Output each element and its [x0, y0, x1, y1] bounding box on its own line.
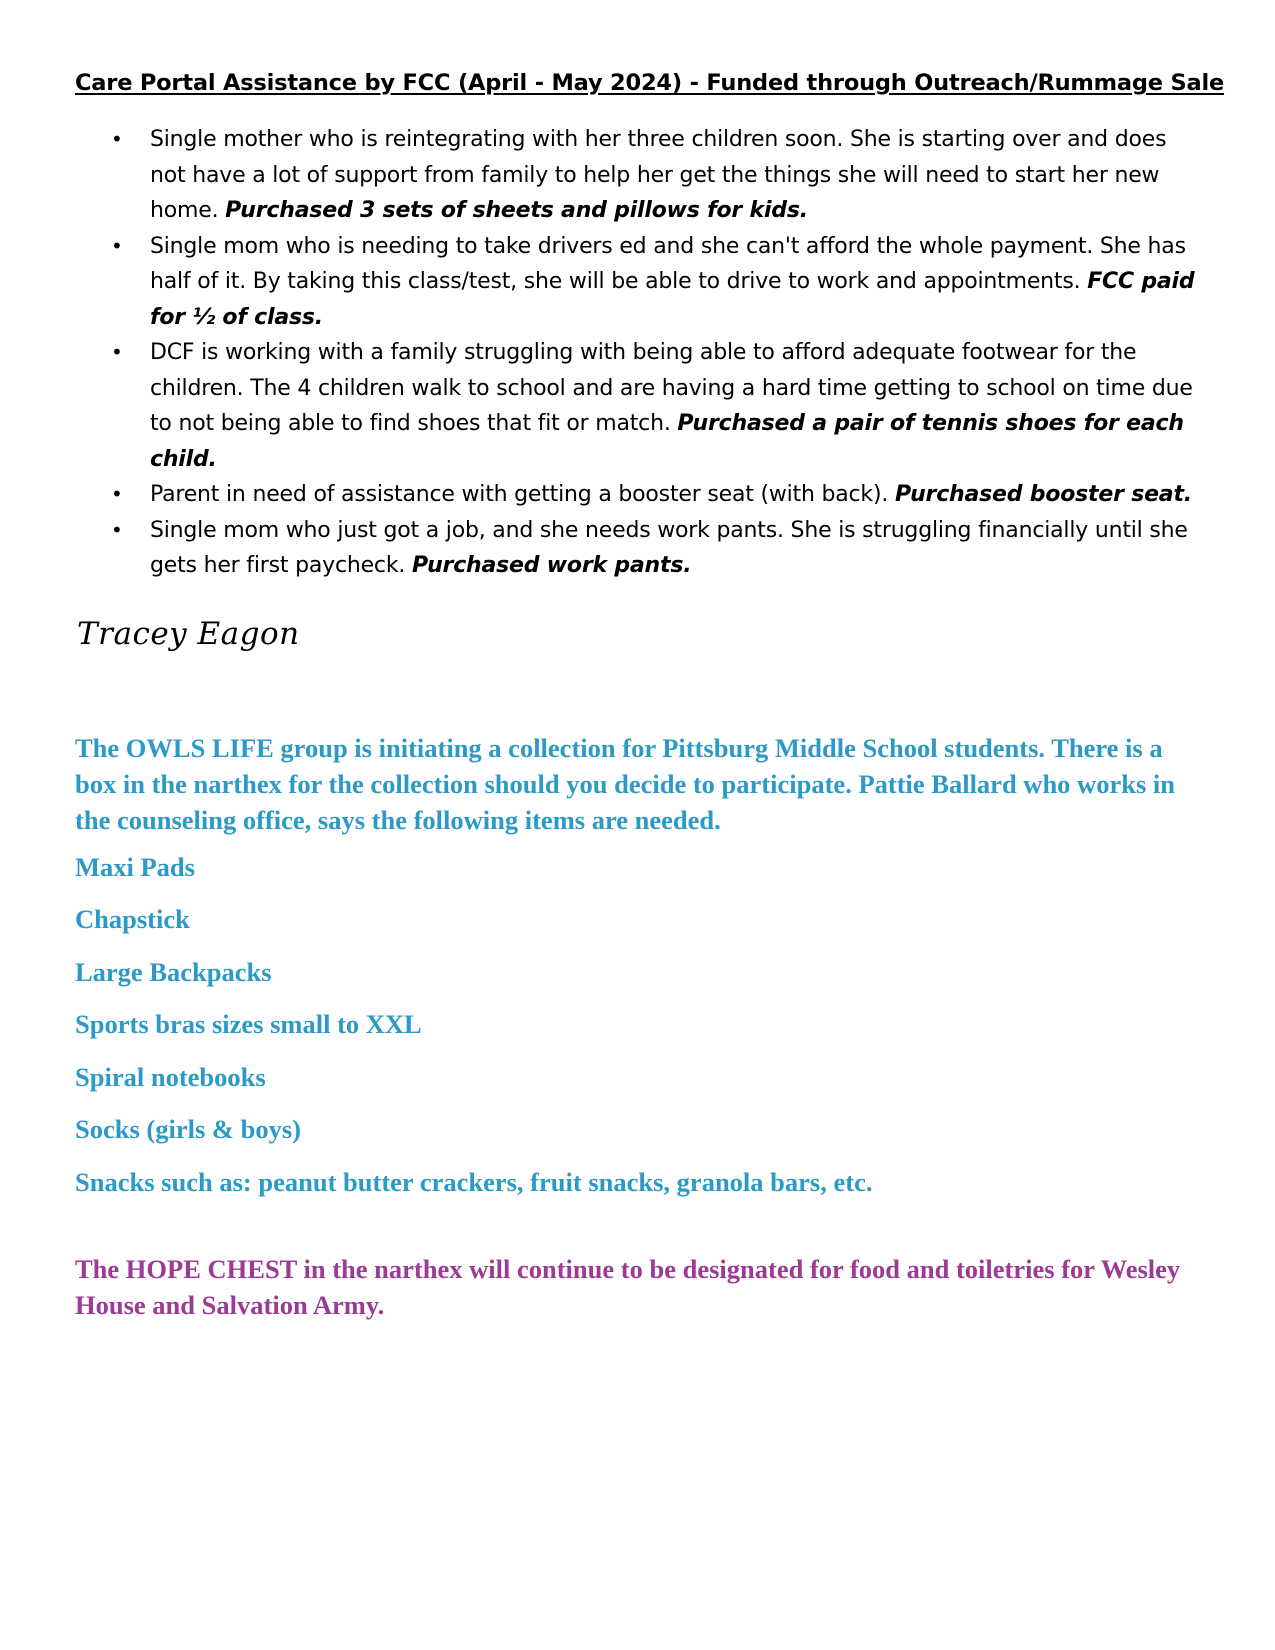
author-signature: Tracey Eagon: [77, 615, 300, 652]
owls-life-section: [75, 730, 1205, 1197]
needed-item: Chapstick: [75, 904, 190, 934]
assistance-outcome: FCC paid for ½ of class.: [150, 269, 1195, 330]
needed-item: Maxi Pads: [75, 851, 195, 882]
assistance-outcome: Purchased booster seat.: [894, 482, 1192, 507]
list-item: [75, 229, 1205, 336]
hope-chest-notice: The HOPE CHEST in the narthex will continue to be designated for food and toiletries for Wesley House and Salvation Army.: [75, 1253, 1181, 1320]
bullet-icon: •: [111, 127, 123, 151]
care-portal-title: Care Portal Assistance by FCC (April - May 2024) - Funded through Outreach/Rummage Sale: [75, 70, 1225, 96]
care-portal-list: [75, 122, 1205, 584]
needed-item: Spiral notebooks: [75, 1061, 266, 1092]
list-item: [75, 477, 1205, 513]
list-item: [75, 122, 1205, 229]
need-description: Single mom who just got a job, and she needs work pants. She is struggling financially until she gets her first paycheck.: [150, 517, 1188, 578]
owls-life-intro: The OWLS LIFE group is initiating a collection for Pittsburg Middle School students. There is a box in the narthex for the collection should you decide to participate. Pattie Ballard who works in the counseling office, says the following items are needed.: [75, 732, 1175, 835]
bullet-icon: •: [111, 482, 123, 506]
needed-item: Snacks such as: peanut butter crackers, fruit snacks, granola bars, etc.: [75, 1166, 873, 1197]
assistance-outcome: Purchased a pair of tennis shoes for each child.: [150, 411, 1184, 472]
hope-chest-section: [75, 1251, 1205, 1323]
need-description: DCF is working with a family struggling with being able to afford adequate footwear for the children. The 4 children walk to school and are having a hard time getting to school on time due to not being able to find shoes that fit or match.: [150, 340, 1193, 436]
bullet-icon: •: [111, 233, 123, 258]
list-item: [75, 335, 1205, 477]
needed-item: Socks (girls & boys): [75, 1114, 302, 1144]
needed-item: Sports bras sizes small to XXL: [75, 1009, 422, 1039]
needed-items-list: [75, 852, 1205, 1197]
bullet-icon: •: [111, 340, 123, 364]
needed-item: Large Backpacks: [75, 956, 272, 987]
need-description: Parent in need of assistance with getting a booster seat (with back).: [150, 482, 895, 507]
assistance-outcome: Purchased 3 sets of sheets and pillows for kids.: [225, 198, 808, 223]
list-item: [75, 513, 1205, 584]
need-description: Single mom who is needing to take drivers ed and she can't afford the whole payment. She has half of it. By taking this class/test, she will be able to drive to work and appointments.: [150, 233, 1186, 294]
bullet-icon: •: [111, 517, 123, 542]
need-description: Single mother who is reintegrating with her three children soon. She is starting over and does not have a lot of support from family to help her get the things she will need to start her new home.: [150, 127, 1167, 223]
care-portal-section: [75, 70, 1225, 652]
assistance-outcome: Purchased work pants.: [411, 553, 692, 578]
newsletter-page: [75, 70, 1225, 1323]
